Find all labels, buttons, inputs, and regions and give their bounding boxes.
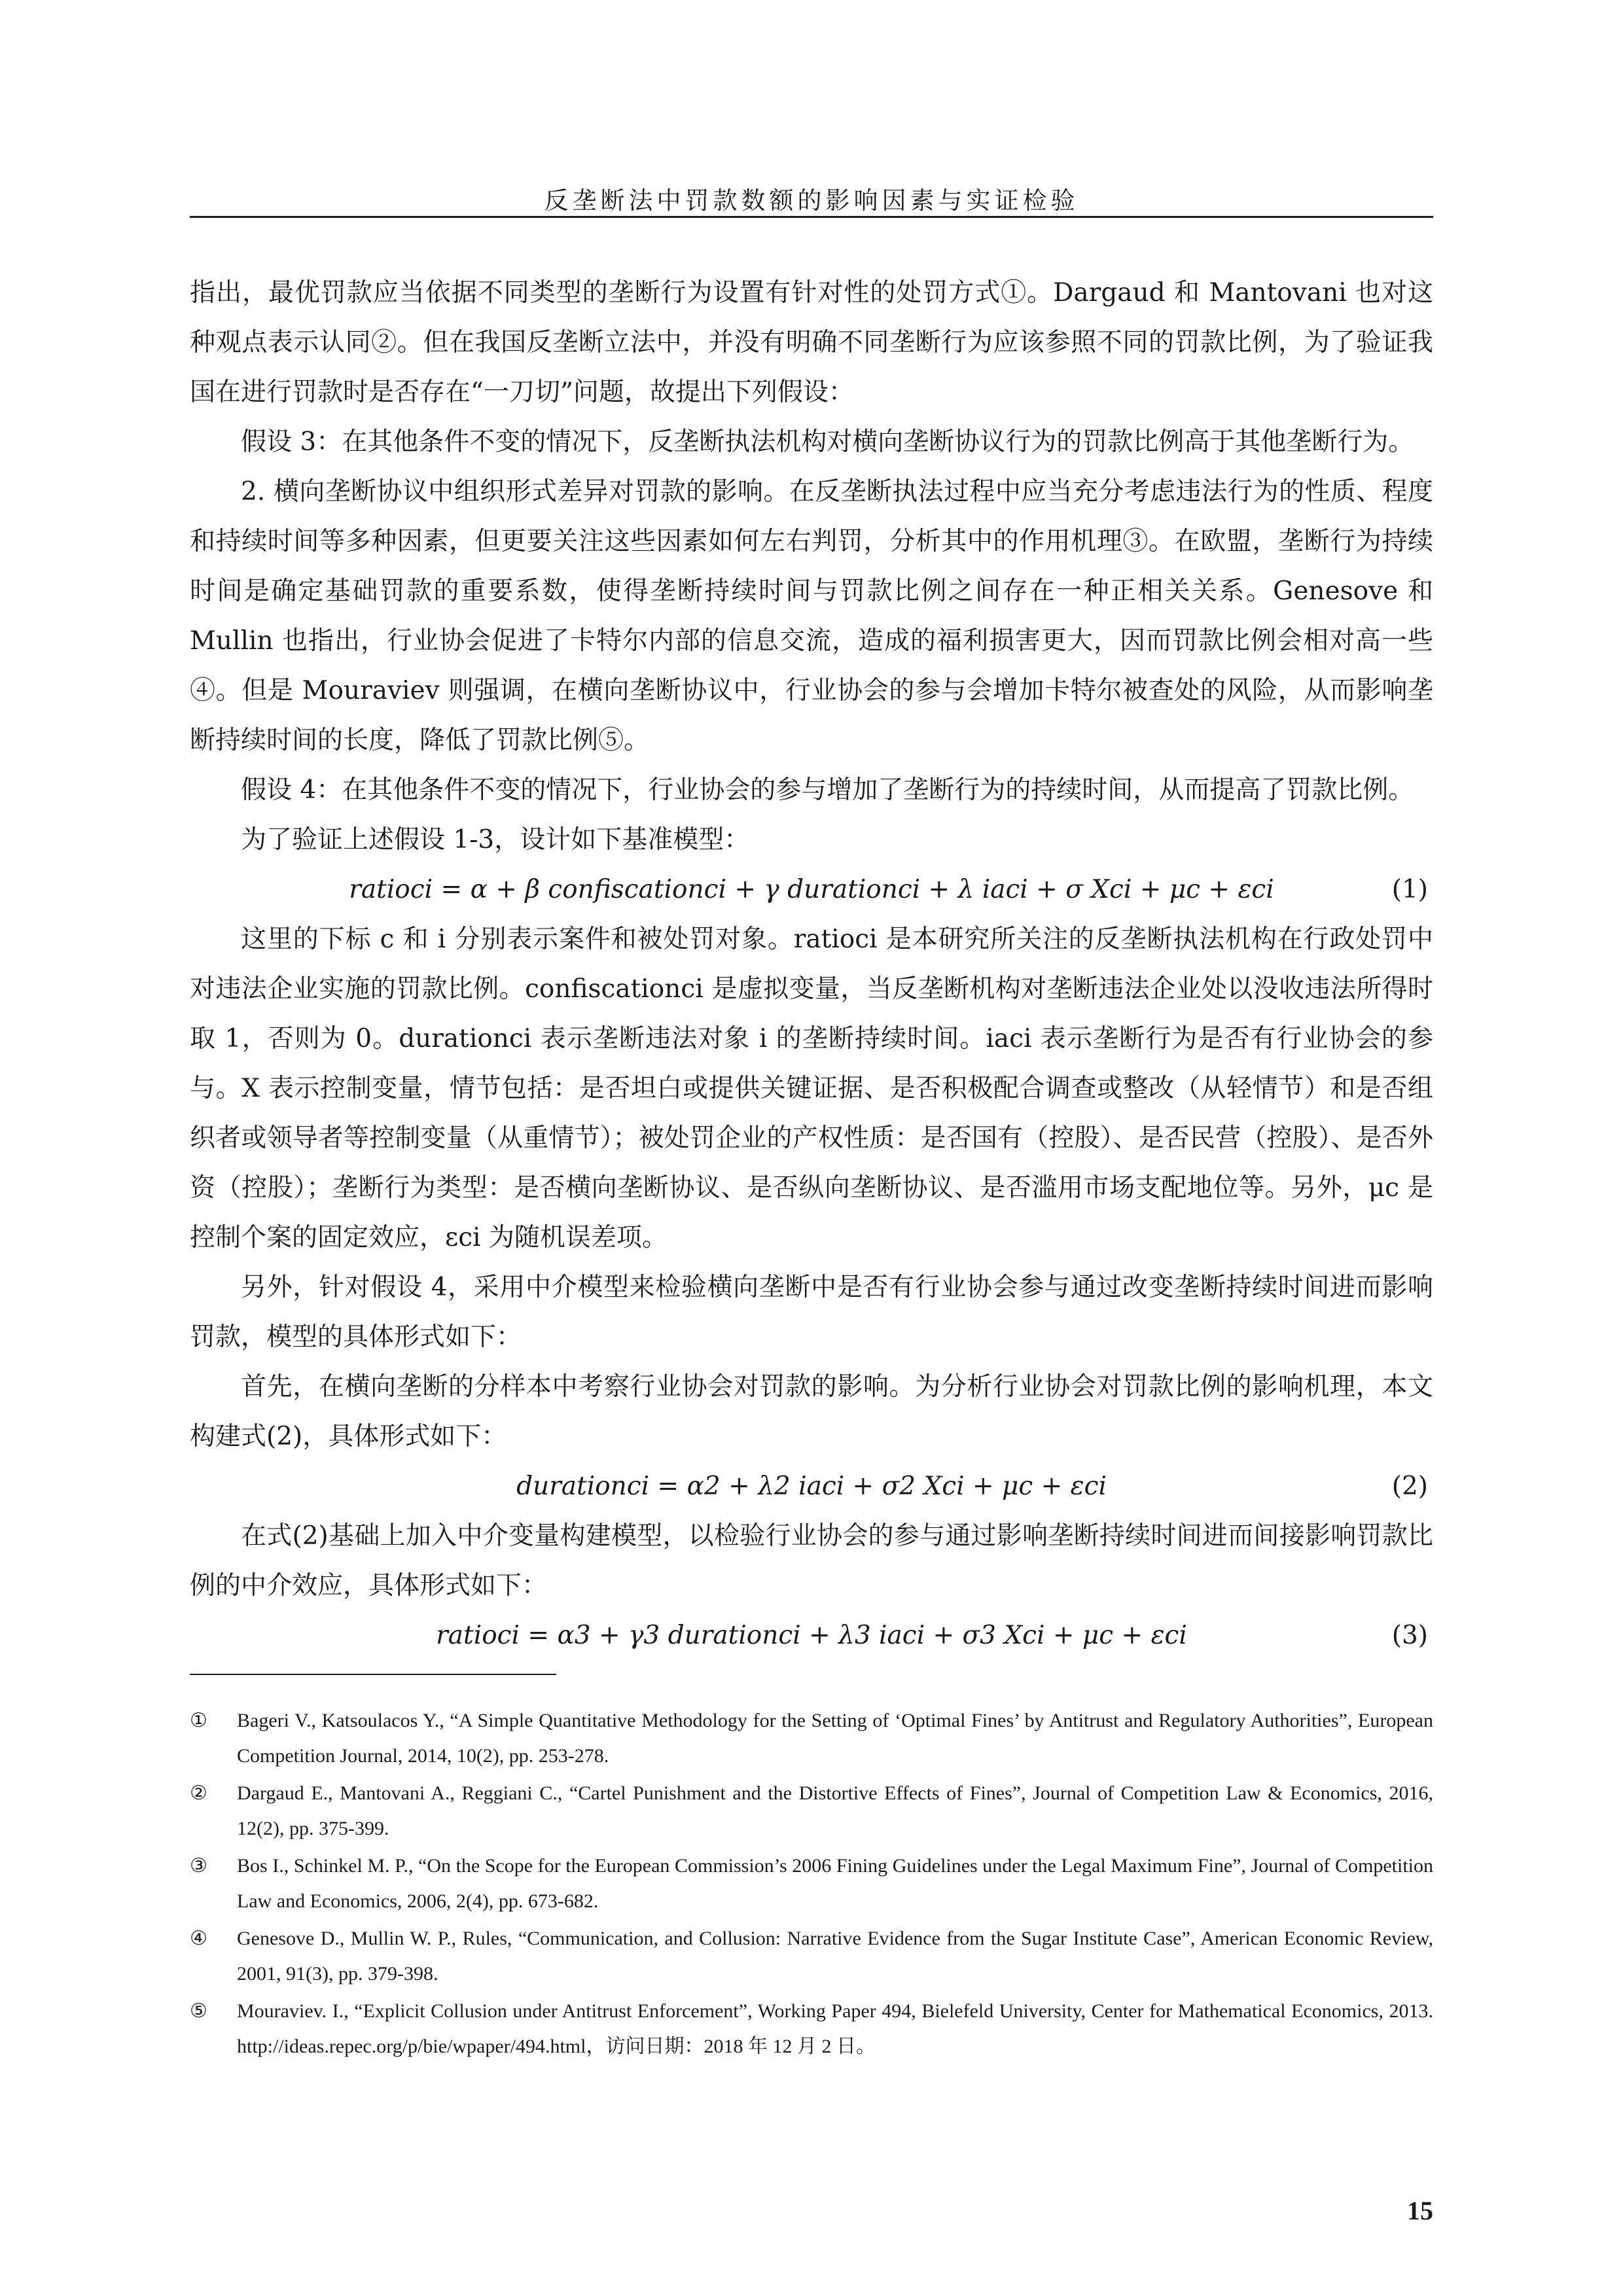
footnote-4-text: Genesove D., Mullin W. P., Rules, “Communication, and Collusion: Narrative Evidence from the Sugar Institute Case”, American Economic Review, 2001, 91(3), pp. 379-398. [237,1928,1433,1985]
equation-2 [190,1462,1433,1511]
running-header: 反垄断法中罚款数额的影响因素与实证检验 [544,186,1079,215]
equation-3 [190,1611,1433,1661]
footnote-5-mark: ⑤ [190,2000,207,2022]
footnote-3 [190,1848,1433,1919]
paragraph-3: 为了验证上述假设 1-3，设计如下基准模型： [241,825,750,855]
equation-3-body: ratioci = α3 + γ3 durationci + λ3 iaci + σ3 Xci + μc + εci [436,1621,1187,1650]
paragraph-2: 2. 横向垄断协议中组织形式差异对罚款的影响。在反垄断执法过程中应当充分考虑违法行为的性质、程度和持续时间等多种因素，但更要关注这些因素如何左右判罚，分析其中的作用机理③。在欧盟，垄断行为持续时间是确定基础罚款的重要系数，使得垄断持续时间与罚款比例之间存在一种正相关关系。Genesove 和 Mullin 也指出，行业协会促进了卡特尔内部的信息交流，造成的福利损害更大，因而罚款比例会相对高一些④。但是 Mouraviev 则强调，在横向垄断协议中，行业协会的参与会增加卡特尔被查处的风险，从而影响垄断持续时间的长度，降低了罚款比例⑤。 [190,477,1433,755]
paragraph-7: 在式(2)基础上加入中介变量构建模型，以检验行业协会的参与通过影响垄断持续时间进而间接影响罚款比例的中介效应，具体形式如下： [190,1521,1433,1600]
equation-1-number: (1) [1391,875,1428,904]
page-number: 15 [1407,2196,1433,2225]
footnote-2-text: Dargaud E., Mantovani A., Reggiani C., “Cartel Punishment and the Distortive Effects of Fines”, Journal of Competition Law & Economics, 2016, 12(2), pp. 375-399. [237,1782,1433,1839]
footnotes [190,1703,1433,2066]
paragraph-1: 指出，最优罚款应当依据不同类型的垄断行为设置有针对性的处罚方式①。Dargaud 和 Mantovani 也对这种观点表示认同②。但在我国反垄断立法中，并没有明确不同垄断行为应该参照不同的罚款比例，为了验证我国在进行罚款时是否存在“一刀切”问题，故提出下列假设： [190,278,1433,407]
footnote-5-text: Mouraviev. I., “Explicit Collusion under Antitrust Enforcement”, Working Paper 494, Bielefeld University, Center for Mathematical Economics, 2013. http://ideas.repec.org/p/bie/wpaper/494.html，访问日期：2018 年 12 月 2 日。 [237,2000,1433,2057]
footnote-3-mark: ③ [190,1855,207,1877]
footnote-2-mark: ② [190,1782,207,1804]
equation-3-number: (3) [1391,1621,1428,1650]
equation-2-body: durationci = α2 + λ2 iaci + σ2 Xci + μc + εci [516,1472,1107,1501]
equation-2-number: (2) [1391,1472,1428,1501]
paragraph-5: 另外，针对假设 4，采用中介模型来检验横向垄断中是否有行业协会参与通过改变垄断持续时间进而影响罚款，模型的具体形式如下： [190,1273,1433,1352]
footnote-5 [190,1994,1433,2064]
footnote-4 [190,1921,1433,1992]
paragraph-4: 这里的下标 c 和 i 分别表示案件和被处罚对象。ratioci 是本研究所关注的反垄断执法机构在行政处罚中对违法企业实施的罚款比例。confiscationci 是虚拟变量，当反垄断机构对垄断违法企业处以没收违法所得时取 1，否则为 0。durationci 表示垄断违法对象 i 的垄断持续时间。iaci 表示垄断行为是否有行业协会的参与。X 表示控制变量，情节包括：是否坦白或提供关键证据、是否积极配合调查或整改（从轻情节）和是否组织者或领导者等控制变量（从重情节）；被处罚企业的产权性质：是否国有（控股）、是否民营（控股）、是否外资（控股）；垄断行为类型：是否横向垄断协议、是否纵向垄断协议、是否滥用市场支配地位等。另外，μc 是控制个案的固定效应，εci 为随机误差项。 [190,925,1433,1252]
equation-1-body: ratioci = α + β confiscationci + γ durationci + λ iaci + σ Xci + μc + εci [349,875,1274,904]
footnote-1 [190,1703,1433,1774]
footnote-1-mark: ① [190,1710,207,1731]
footnote-2 [190,1776,1433,1846]
footnote-3-text: Bos I., Schinkel M. P., “On the Scope for the European Commission’s 2006 Fining Guidelines under the Legal Maximum Fine”, Journal of Competition Law and Economics, 2006, 2(4), pp. 673-682. [237,1855,1433,1912]
hypothesis-4: 假设 4：在其他条件不变的情况下，行业协会的参与增加了垄断行为的持续时间，从而提高了罚款比例。 [241,775,1414,805]
equation-1 [190,865,1433,915]
paragraph-6: 首先，在横向垄断的分样本中考察行业协会对罚款的影响。为分析行业协会对罚款比例的影响机理，本文构建式(2)，具体形式如下： [190,1372,1433,1451]
body-text [190,268,1433,1661]
footnote-4-mark: ④ [190,1928,207,1949]
footnote-1-text: Bageri V., Katsoulacos Y., “A Simple Quantitative Methodology for the Setting of ‘Optimal Fines’ by Antitrust and Regulatory Authorities”, European Competition Journal, 2014, 10(2), pp. 253-278. [237,1710,1433,1767]
hypothesis-3: 假设 3：在其他条件不变的情况下，反垄断执法机构对横向垄断协议行为的罚款比例高于其他垄断行为。 [241,427,1414,457]
footnote-rule [190,1674,556,1675]
header-rule [190,216,1433,218]
